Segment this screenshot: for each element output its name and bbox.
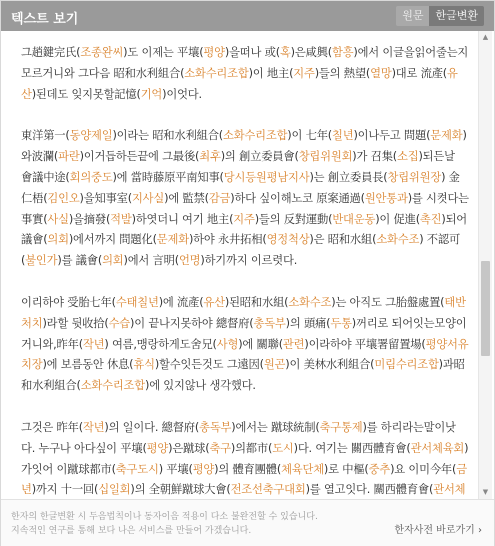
text-segment: )들의 反對運動(: [254, 212, 333, 226]
text-content[interactable]: [1, 31, 479, 499]
korean-reading: 총독부: [199, 420, 232, 434]
text-segment: )에 있지않나 생각했다.: [144, 379, 256, 393]
korean-reading: 휴식: [133, 358, 155, 372]
text-segment: )이라는 昭和水利組合(: [112, 129, 223, 143]
korean-reading: 촉진: [419, 212, 442, 226]
text-segment: )하야 永井拓相(: [188, 233, 267, 247]
text-segment: )로 中樞(: [323, 462, 369, 476]
panel-header: [1, 1, 494, 31]
korean-reading: 원곤: [263, 358, 286, 372]
korean-reading: 최후: [199, 150, 221, 164]
text-segment: ) 平壤(: [158, 462, 193, 476]
korean-reading: 도시: [272, 441, 294, 455]
korean-reading: 소화수조: [288, 295, 332, 309]
text-segment: )이엇다.: [162, 87, 202, 101]
korean-reading: 유산: [203, 295, 225, 309]
korean-reading: 중추: [368, 462, 391, 476]
text-segment: )은咸興(: [290, 46, 332, 59]
korean-reading: 원안통과: [364, 191, 408, 205]
text-segment: 그것은 昨年(: [21, 420, 83, 434]
korean-reading: 전조선축구대회: [230, 483, 306, 497]
text-segment: )대로 流產(: [391, 66, 448, 80]
korean-reading: 작년: [82, 337, 105, 351]
text-segment: )에 關聯(: [238, 337, 283, 351]
notice-line-2: 지속적인 연구를 통해 보다 나은 서비스를 만들어 가겠습니다.: [11, 526, 252, 536]
text-segment: )를 열고잇다. 關西體育會(: [305, 483, 434, 497]
korean-reading: 평양서유치장: [21, 337, 469, 372]
korean-reading: 영정척상: [266, 233, 310, 247]
text-segment: )다. 여기는 關西體育會(: [293, 441, 411, 455]
korean-reading: 문제화: [430, 129, 463, 143]
text-segment: )된데도 잊지못할記憶(: [31, 87, 141, 101]
text-segment: )에 當時藤原平南知事(: [112, 170, 224, 184]
korean-reading: 유산: [21, 66, 458, 101]
text-segment: )과昭和水利組合(: [21, 358, 465, 393]
text-segment: )의 일이다. 總督府(: [104, 420, 200, 434]
korean-reading: 사실: [47, 212, 69, 226]
text-segment: )이 七年(: [287, 129, 332, 143]
text-segment: )가 召集(: [352, 150, 398, 164]
text-paragraph: [21, 293, 469, 397]
original-text-button[interactable]: 원문: [396, 6, 429, 26]
notice-line-1: 한자의 한글변환 시 두음법칙이나 동자이음 적용이 다소 불완전할 수 있습니다.: [11, 512, 318, 522]
text-segment: )이나두고 問題(: [353, 129, 431, 143]
script-toggle: [396, 6, 484, 26]
panel-footer: [1, 499, 494, 546]
text-segment: )이 끝나지못하야 總督府(: [130, 316, 254, 330]
korean-reading: 칠년: [332, 129, 354, 143]
text-segment: )는 創立委員長(: [309, 170, 388, 184]
korean-reading: 지사실: [131, 191, 165, 205]
korean-reading: 창립위원회: [298, 150, 353, 164]
text-paragraph: [21, 418, 469, 499]
korean-reading: 조종완씨: [80, 46, 124, 59]
text-segment: )를 시켯다는 事實(: [21, 191, 469, 226]
text-segment: )에 보름동안 休息(: [42, 358, 134, 372]
korean-reading: 사형: [216, 337, 239, 351]
text-segment: )은蹴球(: [168, 441, 210, 455]
text-segment: )하엿더니 여기 地主(: [131, 212, 234, 226]
text-segment: )에서 言明(: [123, 254, 179, 268]
text-segment: )을떠나 或(: [224, 46, 280, 59]
vertical-scrollbar[interactable]: [478, 31, 492, 499]
korean-reading: 지주: [233, 212, 255, 226]
korean-reading: 축구: [209, 441, 231, 455]
text-segment: )꺼리로 되어잇는모양이거니와,昨年(: [21, 316, 467, 351]
text-paragraph: [21, 43, 469, 105]
text-segment: )의 頭痛(: [285, 316, 331, 330]
korean-reading: 언명: [178, 254, 201, 268]
korean-reading: 소화수리조합: [184, 66, 249, 80]
scroll-down-arrow-icon[interactable]: ▼: [482, 488, 489, 496]
korean-reading: 태반처치: [21, 295, 466, 330]
text-paragraph: [21, 126, 469, 272]
text-segment: )이 地主(: [248, 66, 294, 80]
text-segment: )에서까지 問題化(: [68, 233, 157, 247]
korean-reading: 적발: [110, 212, 132, 226]
korean-reading: 지주: [293, 66, 315, 80]
text-segment: )하기까지 이르렷다.: [200, 254, 298, 268]
text-segment: 이리하야 受胎七年(: [21, 295, 116, 309]
korean-reading: 창립위원장: [387, 170, 442, 184]
scroll-up-arrow-icon[interactable]: ▲: [482, 33, 489, 41]
korean-reading: 금년: [21, 462, 467, 497]
korean-reading: 두통: [330, 316, 352, 330]
korean-reading: 동양제일: [69, 129, 113, 143]
korean-reading: 십일회: [98, 483, 131, 497]
text-segment: )와波瀾(: [21, 129, 467, 164]
text-segment: )가잇어 이蹴球都市(: [21, 441, 469, 476]
text-segment: )까지 十一回(: [31, 483, 99, 497]
text-segment: )는 아직도 그胎盤處置(: [331, 295, 445, 309]
korean-reading: 축구도시: [115, 462, 159, 476]
text-segment: )요 이미今年(: [390, 462, 457, 476]
text-segment: )라할 뒷收拾(: [42, 316, 109, 330]
korean-reading: 불인가: [25, 254, 58, 268]
korean-conversion-button[interactable]: 한글변환: [429, 6, 484, 26]
korean-reading: 소화수리조합: [223, 129, 288, 143]
text-segment: )의 創立委員會(: [220, 150, 299, 164]
korean-reading: 의회: [47, 233, 69, 247]
korean-reading: 소화수리조합: [80, 379, 145, 393]
text-segment: ) 金仁梧(: [21, 170, 460, 205]
korean-reading: 문제화: [156, 233, 189, 247]
korean-reading: 관서체육회: [410, 441, 465, 455]
panel-title: 텍스트 보기: [11, 12, 79, 27]
text-segment: )들의 熱望(: [314, 66, 371, 80]
korean-reading: 소집: [397, 150, 419, 164]
text-segment: )에 流產(: [158, 295, 204, 309]
text-segment: )이거듭하든끝에 그最後(: [79, 150, 200, 164]
korean-reading: 의회: [102, 254, 124, 268]
text-segment: )이 促進(: [375, 212, 420, 226]
korean-reading: 관련: [282, 337, 305, 351]
text-segment: 그趙鍵完氏(: [21, 46, 81, 59]
korean-reading: 총독부: [253, 316, 286, 330]
text-segment: )에서는 蹴球統制(: [231, 420, 320, 434]
text-segment: )이라하야 平壤署留置場(: [304, 337, 426, 351]
text-segment: ) 不認可(: [21, 233, 461, 268]
korean-reading: 당시등원평남지사: [223, 170, 310, 184]
text-segment: )의 全朝鮮蹴球大會(: [130, 483, 231, 497]
text-segment: )을知事室(: [79, 191, 132, 205]
korean-reading: 회의중도: [69, 170, 113, 184]
text-segment: )하다 싶이해노코 原案通過(: [230, 191, 365, 205]
hanja-dictionary-link[interactable]: 한자사전 바로가기 ›: [394, 525, 482, 536]
korean-reading: 체육단체: [281, 462, 324, 476]
text-segment: )되든날 會議中途(: [21, 150, 455, 184]
korean-reading: 소화수조: [376, 233, 420, 247]
korean-reading: 미림수리조합: [374, 358, 439, 372]
text-segment: )를 議會(: [57, 254, 103, 268]
text-segment: )은 昭和水組(: [309, 233, 377, 247]
korean-reading: 반대운동: [332, 212, 376, 226]
text-segment: )할수잇든것도 그遠因(: [154, 358, 264, 372]
korean-reading: 김인오: [47, 191, 80, 205]
korean-reading: 혹: [279, 46, 291, 59]
text-segment: )된昭和水組(: [224, 295, 289, 309]
korean-reading: 함흥: [331, 46, 354, 59]
korean-reading: 평양: [192, 462, 215, 476]
text-segment: )의都市(: [230, 441, 273, 455]
text-segment: 東洋第一(: [21, 129, 70, 143]
text-segment: )에서 이글을읽어줄는지모르거니와 그다음 昭和水利組合(: [21, 46, 469, 80]
scroll-thumb[interactable]: [481, 261, 490, 356]
text-segment: )에 監禁(: [164, 191, 209, 205]
text-segment: )되어 議會(: [21, 212, 467, 247]
korean-reading: 축구통제: [319, 420, 363, 434]
paragraph-list: [1, 31, 479, 499]
korean-reading: 감금: [208, 191, 231, 205]
korean-reading: 작년: [82, 420, 105, 434]
korean-reading: 파란: [58, 150, 80, 164]
korean-reading: 수태칠년: [115, 295, 159, 309]
text-segment: ) 여름,맹랑하게도舍兄(: [104, 337, 217, 351]
korean-reading: 평양: [203, 46, 225, 59]
korean-reading: 열망: [370, 66, 392, 80]
text-segment: )를 하리라는말이낫다. 누구나 아다싶이 平壤(: [21, 420, 456, 455]
text-segment: )이 美林水利組合(: [285, 358, 375, 372]
korean-reading: 관서체: [433, 483, 466, 497]
text-segment: )도 이제는 平壤(: [123, 46, 204, 59]
text-segment: )을摘發(: [68, 212, 111, 226]
text-segment: )의 體育團體(: [214, 462, 282, 476]
korean-reading: 평양: [146, 441, 169, 455]
korean-reading: 수습: [108, 316, 131, 330]
conversion-notice: [11, 510, 341, 538]
korean-reading: 기억: [140, 87, 163, 101]
